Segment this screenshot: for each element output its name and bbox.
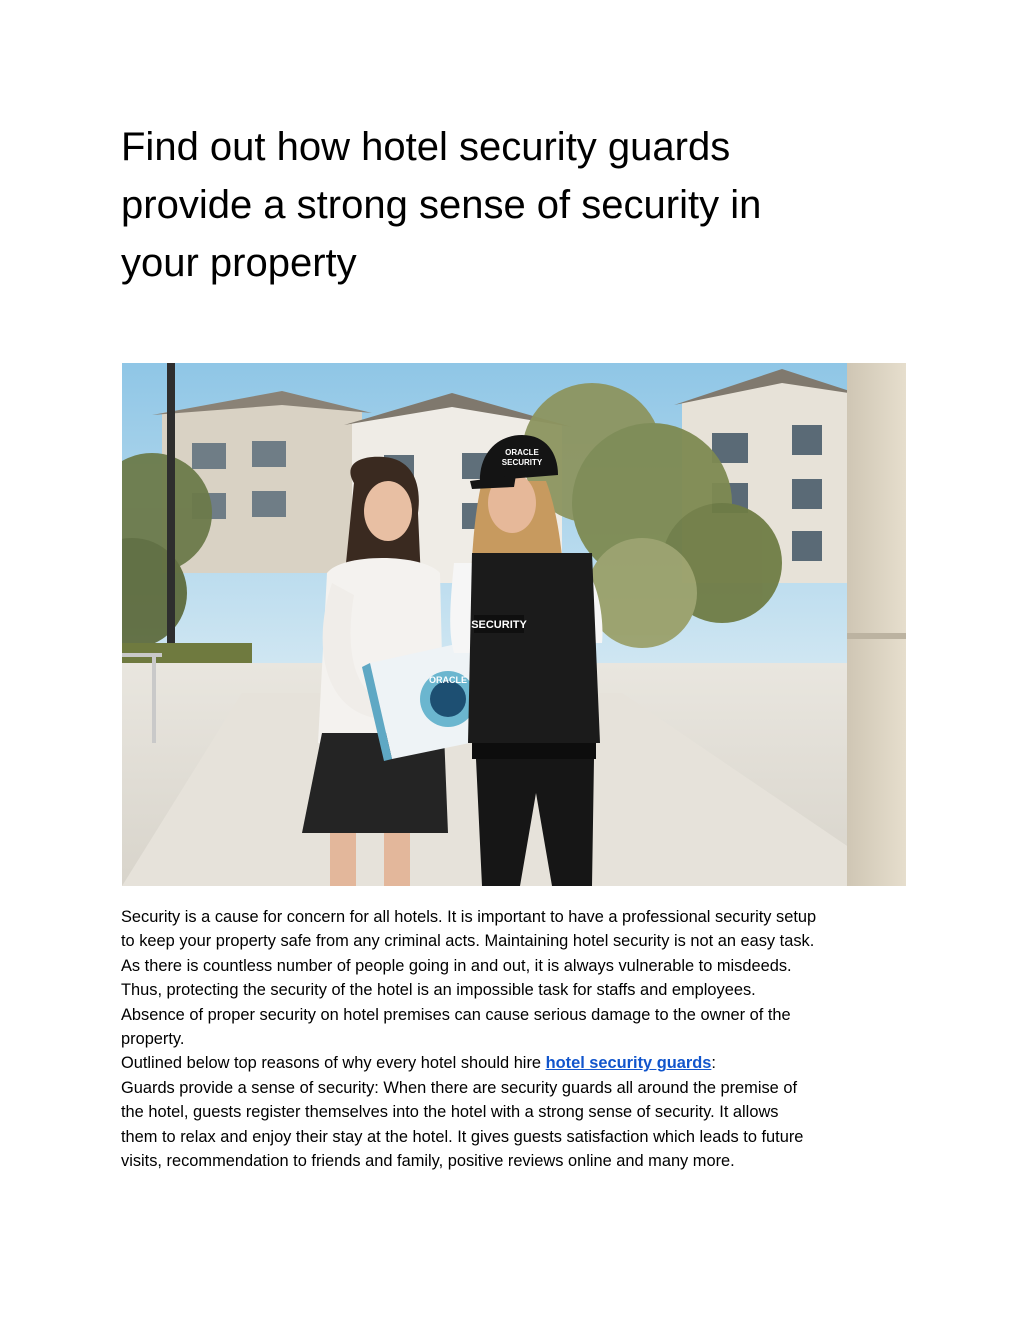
- title-line: provide a strong sense of security in: [121, 183, 762, 227]
- cap-text-2: SECURITY: [501, 458, 543, 467]
- hotel-security-guards-link[interactable]: hotel security guards: [545, 1054, 712, 1073]
- cap-text-1: ORACLE: [505, 448, 539, 457]
- guards-line: the hotel, guests register themselves into the hotel with a strong sense of security. It allows: [121, 1103, 779, 1122]
- guards-line: visits, recommendation to friends and family, positive reviews online and many more.: [121, 1152, 735, 1171]
- guards-line: them to relax and enjoy their stay at the hotel. It gives guests satisfaction which leads to future: [121, 1127, 804, 1146]
- paragraph-line: Thus, protecting the security of the hotel is an impossible task for staffs and employees.: [121, 981, 756, 1000]
- outlined-prefix: Outlined below top reasons of why every hotel should hire: [121, 1054, 546, 1073]
- binder-text: ORACLE: [429, 675, 467, 685]
- paragraph-line: to keep your property safe from any criminal acts. Maintaining hotel security is not an easy task.: [121, 932, 815, 951]
- outlined-suffix: :: [711, 1054, 716, 1073]
- paragraph-line: Absence of proper security on hotel premises can cause serious damage to the owner of the: [121, 1005, 791, 1024]
- paragraph-line: As there is countless number of people going in and out, it is always vulnerable to misdeeds.: [121, 956, 792, 975]
- outlined-line: [121, 1051, 921, 1075]
- security-guards-photo: [122, 363, 906, 886]
- title-line: Find out how hotel security guards: [121, 125, 731, 169]
- vest-text: SECURITY: [471, 619, 527, 631]
- paragraph-line: Security is a cause for concern for all hotels. It is important to have a professional security setup: [121, 908, 817, 926]
- page-title: [121, 118, 881, 292]
- guards-line: Guards provide a sense of security: When there are security guards all around the premise of: [121, 1078, 798, 1097]
- paragraph-line: property.: [121, 1030, 185, 1049]
- title-line: your property: [121, 241, 357, 285]
- article-body: [121, 905, 921, 1173]
